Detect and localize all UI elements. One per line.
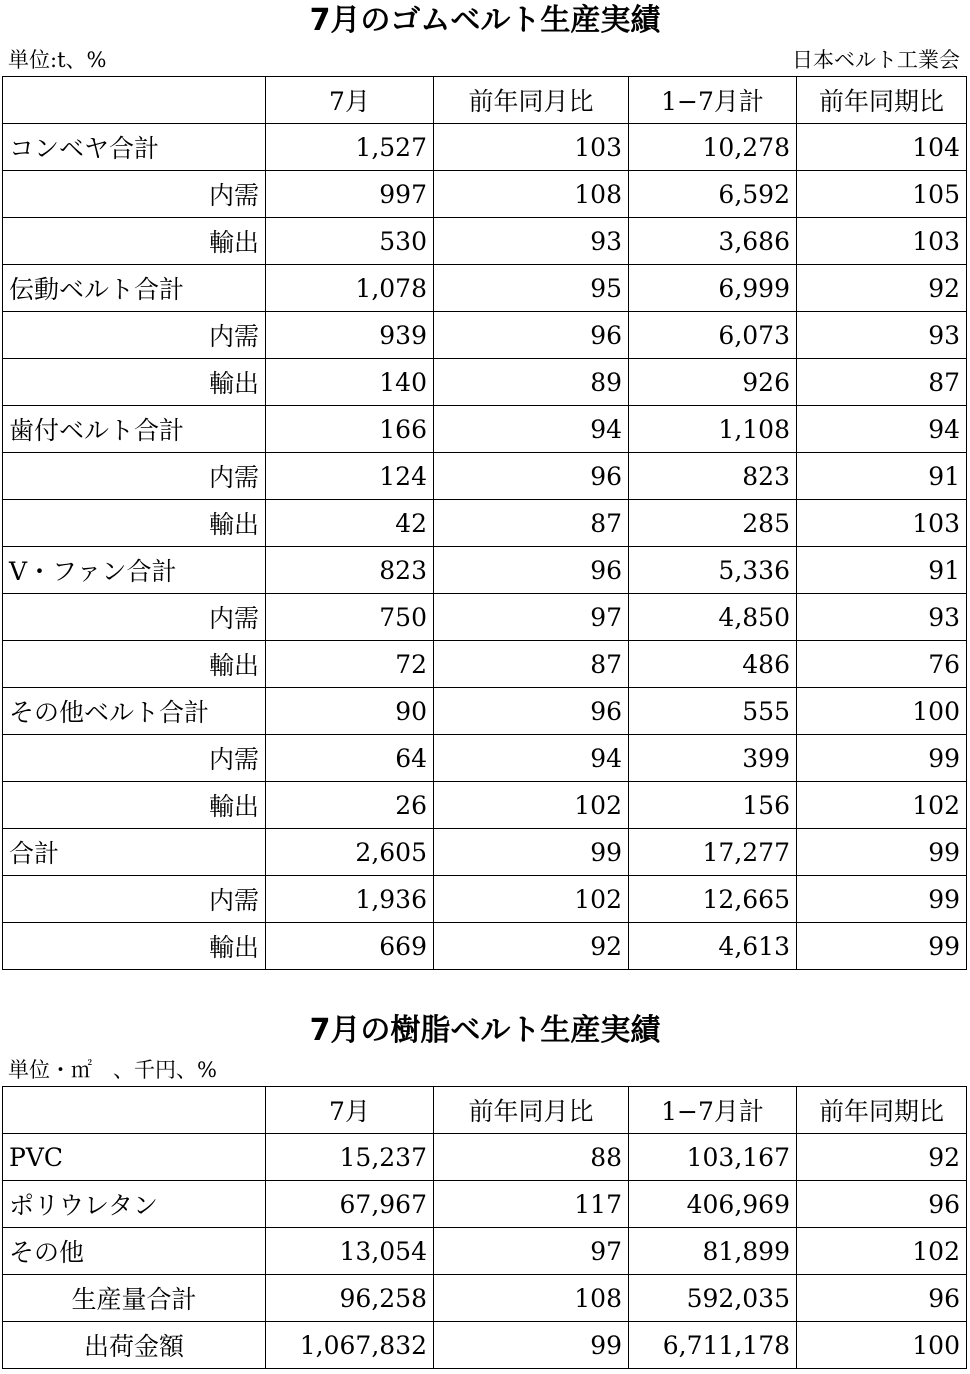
table-row	[3, 265, 967, 312]
table-row	[3, 1181, 967, 1228]
resin-belt-table	[2, 1086, 967, 1369]
value-cell: 750	[266, 594, 434, 641]
row-label: 出荷金額	[3, 1322, 266, 1369]
value-cell: 6,999	[629, 265, 797, 312]
table-row	[3, 171, 967, 218]
row-label: 輸出	[3, 641, 266, 688]
table-row	[3, 1134, 967, 1181]
table-row	[3, 641, 967, 688]
value-cell: 592,035	[629, 1275, 797, 1322]
row-label: 内需	[3, 453, 266, 500]
value-cell: 6,073	[629, 312, 797, 359]
value-cell: 1,108	[629, 406, 797, 453]
value-cell: 4,613	[629, 923, 797, 970]
value-cell: 96,258	[266, 1275, 434, 1322]
value-cell: 81,899	[629, 1228, 797, 1275]
row-label: コンベヤ合計	[3, 124, 266, 171]
header-cell	[3, 1087, 266, 1134]
value-cell: 95	[434, 265, 629, 312]
value-cell: 926	[629, 359, 797, 406]
row-label: V・ファン合計	[3, 547, 266, 594]
value-cell: 99	[434, 829, 629, 876]
value-cell: 103	[797, 500, 967, 547]
value-cell: 2,605	[266, 829, 434, 876]
rubber-belt-title: 7月のゴムベルト生産実績	[309, 3, 661, 38]
value-cell: 10,278	[629, 124, 797, 171]
value-cell: 6,711,178	[629, 1322, 797, 1369]
row-label: 合計	[3, 829, 266, 876]
header-row	[3, 1087, 967, 1134]
table-row	[3, 406, 967, 453]
value-cell: 530	[266, 218, 434, 265]
value-cell: 102	[434, 782, 629, 829]
row-label: その他ベルト合計	[3, 688, 266, 735]
value-cell: 117	[434, 1181, 629, 1228]
value-cell: 72	[266, 641, 434, 688]
value-cell: 15,237	[266, 1134, 434, 1181]
value-cell: 94	[797, 406, 967, 453]
table-row	[3, 782, 967, 829]
rubber-unit-label: 単位:t、%	[8, 48, 107, 72]
value-cell: 108	[434, 171, 629, 218]
table-row	[3, 876, 967, 923]
table-row	[3, 547, 967, 594]
row-label: 輸出	[3, 923, 266, 970]
table-row	[3, 688, 967, 735]
table-row	[3, 124, 967, 171]
value-cell: 555	[629, 688, 797, 735]
header-cell: 7月	[266, 1087, 434, 1134]
value-cell: 1,527	[266, 124, 434, 171]
value-cell: 823	[266, 547, 434, 594]
value-cell: 105	[797, 171, 967, 218]
value-cell: 94	[434, 406, 629, 453]
resin-belt-title: 7月の樹脂ベルト生産実績	[309, 1013, 661, 1048]
value-cell: 823	[629, 453, 797, 500]
table-row	[3, 312, 967, 359]
table-row	[3, 594, 967, 641]
row-label: その他	[3, 1228, 266, 1275]
header-cell	[3, 77, 266, 124]
value-cell: 12,665	[629, 876, 797, 923]
row-label: 内需	[3, 876, 266, 923]
value-cell: 103	[434, 124, 629, 171]
header-cell: 前年同月比	[434, 77, 629, 124]
row-label: 輸出	[3, 218, 266, 265]
value-cell: 100	[797, 688, 967, 735]
value-cell: 94	[434, 735, 629, 782]
source-label: 日本ベルト工業会	[792, 48, 960, 72]
value-cell: 17,277	[629, 829, 797, 876]
value-cell: 1,936	[266, 876, 434, 923]
header-row	[3, 77, 967, 124]
row-label: 内需	[3, 594, 266, 641]
value-cell: 399	[629, 735, 797, 782]
value-cell: 108	[434, 1275, 629, 1322]
value-cell: 26	[266, 782, 434, 829]
header-cell: 前年同期比	[797, 1087, 967, 1134]
row-label: 輸出	[3, 359, 266, 406]
row-label: ポリウレタン	[3, 1181, 266, 1228]
row-label: 生産量合計	[3, 1275, 266, 1322]
value-cell: 42	[266, 500, 434, 547]
table-row	[3, 1322, 967, 1369]
value-cell: 3,686	[629, 218, 797, 265]
value-cell: 156	[629, 782, 797, 829]
value-cell: 997	[266, 171, 434, 218]
value-cell: 96	[434, 688, 629, 735]
value-cell: 939	[266, 312, 434, 359]
table-row	[3, 923, 967, 970]
value-cell: 93	[797, 312, 967, 359]
value-cell: 76	[797, 641, 967, 688]
value-cell: 91	[797, 547, 967, 594]
value-cell: 102	[434, 876, 629, 923]
value-cell: 103	[797, 218, 967, 265]
table-row	[3, 218, 967, 265]
table-row	[3, 1275, 967, 1322]
value-cell: 124	[266, 453, 434, 500]
value-cell: 140	[266, 359, 434, 406]
row-label: 輸出	[3, 782, 266, 829]
value-cell: 103,167	[629, 1134, 797, 1181]
value-cell: 5,336	[629, 547, 797, 594]
value-cell: 96	[434, 312, 629, 359]
value-cell: 102	[797, 1228, 967, 1275]
value-cell: 99	[797, 735, 967, 782]
value-cell: 97	[434, 1228, 629, 1275]
value-cell: 99	[434, 1322, 629, 1369]
row-label: 内需	[3, 171, 266, 218]
row-label: 内需	[3, 312, 266, 359]
value-cell: 669	[266, 923, 434, 970]
value-cell: 96	[797, 1181, 967, 1228]
table-row	[3, 453, 967, 500]
value-cell: 67,967	[266, 1181, 434, 1228]
value-cell: 92	[434, 923, 629, 970]
rubber-belt-table	[2, 76, 967, 970]
value-cell: 1,078	[266, 265, 434, 312]
table-row	[3, 829, 967, 876]
value-cell: 100	[797, 1322, 967, 1369]
value-cell: 99	[797, 923, 967, 970]
value-cell: 64	[266, 735, 434, 782]
header-cell: 前年同期比	[797, 77, 967, 124]
value-cell: 87	[434, 500, 629, 547]
header-cell: 7月	[266, 77, 434, 124]
table-row	[3, 500, 967, 547]
value-cell: 1,067,832	[266, 1322, 434, 1369]
value-cell: 96	[434, 453, 629, 500]
table-row	[3, 1228, 967, 1275]
value-cell: 4,850	[629, 594, 797, 641]
value-cell: 89	[434, 359, 629, 406]
row-label: 内需	[3, 735, 266, 782]
value-cell: 87	[797, 359, 967, 406]
value-cell: 92	[797, 265, 967, 312]
header-cell: 1−7月計	[629, 1087, 797, 1134]
value-cell: 13,054	[266, 1228, 434, 1275]
row-label: 歯付ベルト合計	[3, 406, 266, 453]
header-cell: 1−7月計	[629, 77, 797, 124]
row-label: 輸出	[3, 500, 266, 547]
value-cell: 104	[797, 124, 967, 171]
value-cell: 90	[266, 688, 434, 735]
value-cell: 96	[797, 1275, 967, 1322]
row-label: 伝動ベルト合計	[3, 265, 266, 312]
value-cell: 93	[797, 594, 967, 641]
value-cell: 93	[434, 218, 629, 265]
value-cell: 88	[434, 1134, 629, 1181]
value-cell: 406,969	[629, 1181, 797, 1228]
resin-unit-label: 単位・㎡ 、千円、%	[8, 1058, 217, 1082]
value-cell: 96	[434, 547, 629, 594]
value-cell: 87	[434, 641, 629, 688]
value-cell: 99	[797, 876, 967, 923]
value-cell: 99	[797, 829, 967, 876]
value-cell: 91	[797, 453, 967, 500]
header-cell: 前年同月比	[434, 1087, 629, 1134]
value-cell: 166	[266, 406, 434, 453]
value-cell: 92	[797, 1134, 967, 1181]
table-row	[3, 359, 967, 406]
value-cell: 6,592	[629, 171, 797, 218]
row-label: PVC	[3, 1134, 266, 1181]
value-cell: 97	[434, 594, 629, 641]
table-row	[3, 735, 967, 782]
value-cell: 285	[629, 500, 797, 547]
value-cell: 486	[629, 641, 797, 688]
value-cell: 102	[797, 782, 967, 829]
